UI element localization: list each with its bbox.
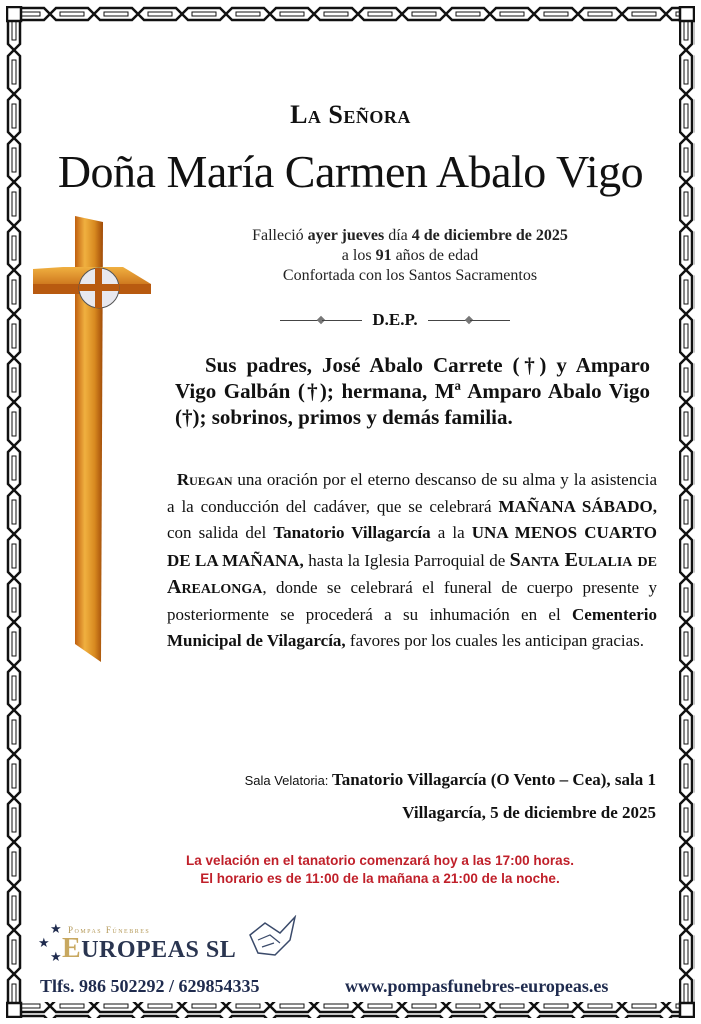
deceased-name: Doña María Carmen Abalo Vigo [57,146,644,197]
ornament-left-icon [280,317,362,323]
ornament-right-icon [428,317,510,323]
company-logo: ★ ★ ★ Pompas Fúnebres EUROPEAS SL [38,921,237,964]
family-paragraph: Sus padres, José Abalo Carrete (†) y Amparo Vigo Galbán (†); hermana, Mª Amparo Abalo Vigo (†); sobrinos, primos y demás familia. [175,353,650,429]
ceremony-paragraph: Ruegan una oración por el eterno descanso de su alma y la asistencia a la conducción del cadáver, que se celebrará MAÑANA SÁBADO, con salida del Tanatorio Villagarcía a la UNA MENOS CUARTO DE LA MAÑANA, hasta la Iglesia Parroquial de Santa Eulalia de Arealonga, donde se celebrará el funeral de cuerpo presente y posteriormente se procederá a su inhumación en el Cementerio Municipal de Vilagarcía, favores por los cuales les anticipan gracias. [167,470,658,650]
death-date-line: Falleció ayer jueves día 4 de diciembre de 2025 [252,227,568,244]
death-info [180,226,640,286]
age-line: a los 91 años de edad [341,247,479,264]
star-icon: ★ [50,921,62,936]
dep-divider [275,310,515,330]
website-link[interactable]: www.pompasfunebres-europeas.es [345,976,609,996]
dep-text: D.E.P. [372,310,418,329]
dove-icon [240,915,300,960]
star-icon: ★ [38,935,50,950]
wake-notice: La velación en el tanatorio comenzará hoy a las 17:00 horas. El horario es de 11:00 de la mañana a 21:00 de la noche. [186,853,574,886]
star-icon: ★ [50,949,62,964]
honorific: La Señora [290,100,411,129]
sacraments-line: Confortada con los Santos Sacramentos [282,267,538,284]
phone-numbers: Tlfs. 986 502292 / 629854335 [40,976,260,996]
wake-room: Sala Velatoria: Tanatorio Villagarcía (O Vento – Cea), sala 1 [244,770,656,789]
place-date: Villagarcía, 5 de diciembre de 2025 [402,803,656,822]
cross-icon [33,214,153,664]
